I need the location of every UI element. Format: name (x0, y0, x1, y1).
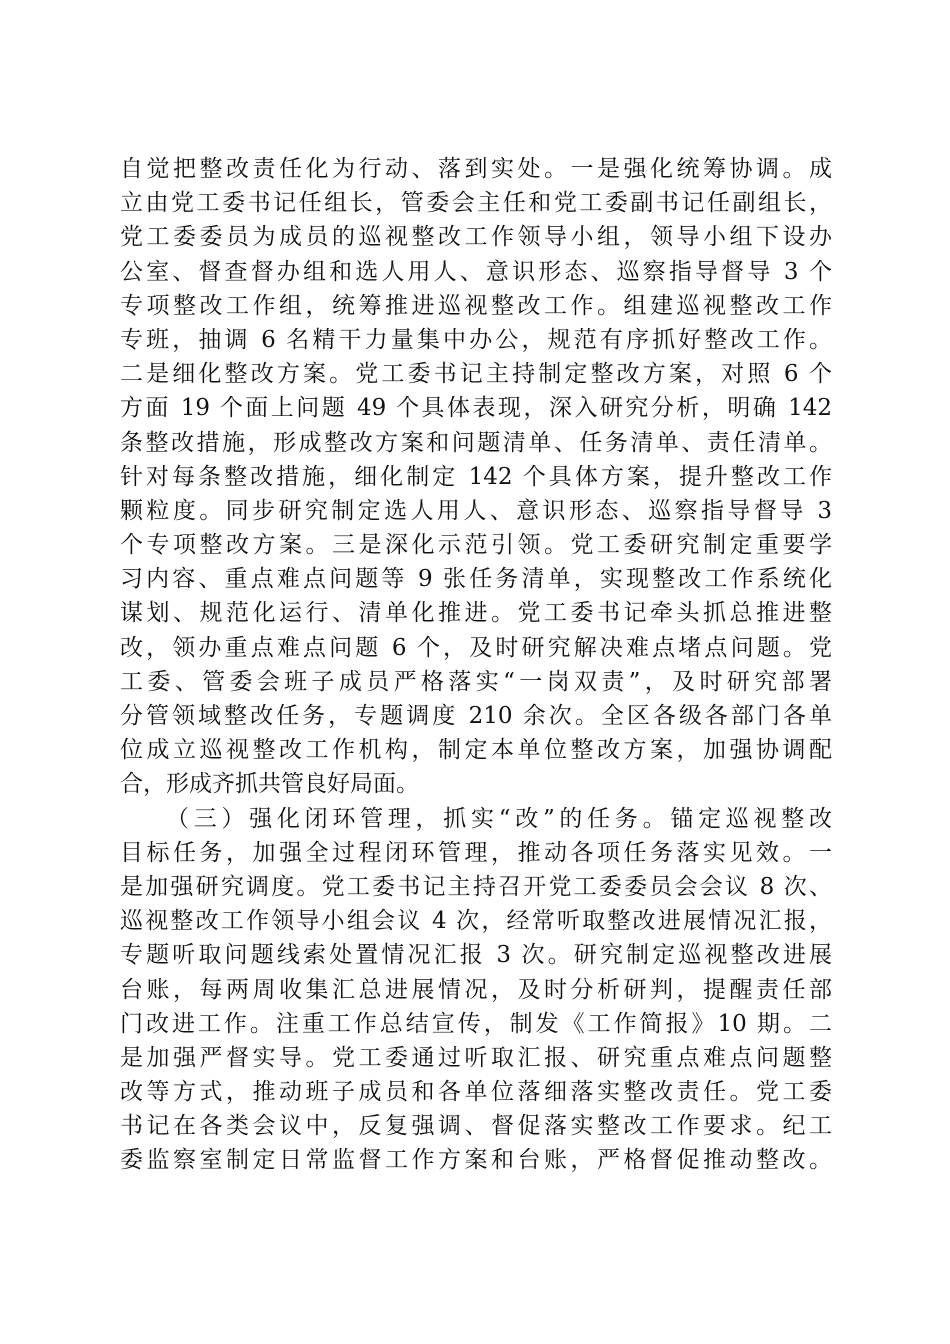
text-line: 条整改措施，形成整改方案和问题清单、任务清单、责任清单。 (120, 429, 832, 456)
text-line: 目标任务，加强全过程闭环管理，推动各项任务落实见效。一 (120, 839, 832, 866)
text-line: 公室、督查督办组和选人用人、意识形态、巡察指导督导 3 个 (120, 258, 832, 285)
text-line: 针对每条整改措施，细化制定 142 个具体方案，提升整改工作 (120, 463, 832, 490)
text-line: 改等方式，推动班子成员和各单位落细落实整改责任。党工委 (120, 1079, 832, 1106)
text-line: 位成立巡视整改工作机构，制定本单位整改方案，加强协调配 (120, 737, 832, 764)
text-line: 巡视整改工作领导小组会议 4 次，经常听取整改进展情况汇报， (120, 908, 832, 935)
text-line: 党工委委员为成员的巡视整改工作领导小组，领导小组下设办 (120, 224, 832, 251)
text-line: 立由党工委书记任组长，管委会主任和党工委副书记任副组长， (120, 190, 832, 217)
text-line: 专题听取问题线索处置情况汇报 3 次。研究制定巡视整改进展 (120, 942, 832, 969)
text-line: 谋划、规范化运行、清单化推进。党工委书记牵头抓总推进整 (120, 600, 832, 627)
paragraph-2 (120, 802, 832, 1178)
text-line: 二是细化整改方案。党工委书记主持制定整改方案，对照 6 个 (120, 361, 832, 388)
text-line: 台账，每两周收集汇总进展情况，及时分析研判，提醒责任部 (120, 976, 832, 1003)
text-line: 是加强严督实导。党工委通过听取汇报、研究重点难点问题整 (120, 1044, 832, 1071)
text-line: 工委、管委会班子成员严格落实“一岗双责”，及时研究部署 (120, 668, 832, 695)
text-line: 改，领办重点难点问题 6 个，及时研究解决难点堵点问题。党 (120, 634, 832, 661)
text-line: 专班，抽调 6 名精干力量集中办公，规范有序抓好整改工作。 (120, 326, 832, 353)
text-line: 分管领域整改任务，专题调度 210 余次。全区各级各部门各单 (120, 703, 832, 729)
paragraph-1 (120, 152, 832, 802)
document-body (120, 152, 832, 1178)
text-line: 书记在各类会议中，反复强调、督促落实整改工作要求。纪工 (120, 1113, 832, 1140)
text-line: 习内容、重点难点问题等 9 张任务清单，实现整改工作系统化 (120, 566, 832, 593)
text-line: 门改进工作。注重工作总结宣传，制发《工作简报》10 期。二 (120, 1010, 832, 1037)
text-line: 合，形成齐抓共管良好局面。 (120, 771, 419, 798)
text-line: 是加强研究调度。党工委书记主持召开党工委委员会会议 8 次、 (120, 873, 832, 900)
section-heading-line: （三）强化闭环管理，抓实“改”的任务。锚定巡视整改 (166, 805, 832, 832)
text-line: 委监察室制定日常监督工作方案和台账，严格督促推动整改。 (120, 1147, 832, 1174)
text-line: 专项整改工作组，统筹推进巡视整改工作。组建巡视整改工作 (120, 292, 832, 319)
text-line: 方面 19 个面上问题 49 个具体表现，深入研究分析，明确 142 (120, 395, 832, 422)
text-line: 自觉把整改责任化为行动、落到实处。一是强化统筹协调。成 (120, 156, 832, 182)
text-line: 个专项整改方案。三是深化示范引领。党工委研究制定重要学 (120, 532, 832, 559)
text-line: 颗粒度。同步研究制定选人用人、意识形态、巡察指导督导 3 (120, 497, 832, 524)
